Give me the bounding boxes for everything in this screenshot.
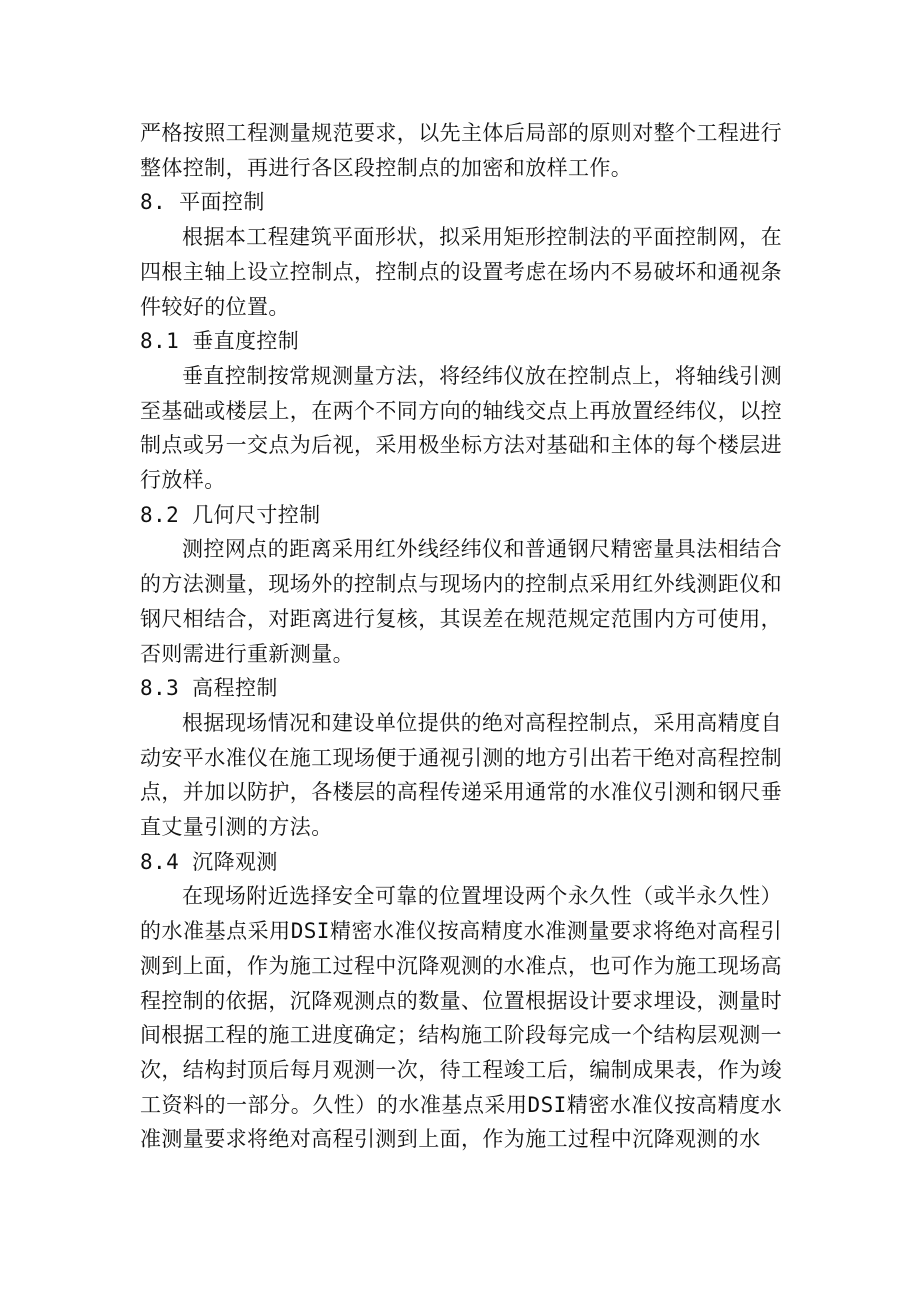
- plane-control-paragraph: 根据本工程建筑平面形状，拟采用矩形控制法的平面控制网，在四根主轴上设立控制点，控制点的设置考虑在场内不易破坏和通视条件较好的位置。: [140, 225, 782, 319]
- section-heading-8-2: 8.2 几何尺寸控制: [140, 502, 321, 527]
- elevation-control-paragraph: 根据现场情况和建设单位提供的绝对高程控制点，采用高精度自动安平水准仪在施工现场便于通视引测的地方引出若干绝对高程控制点，并加以防护，各楼层的高程传递采用通常的水准仪引测和钢尺垂直丈量引测的方法。: [140, 710, 782, 840]
- verticality-control-paragraph: 垂直控制按常规测量方法，将经纬仪放在控制点上，将轴线引测至基础或楼层上，在两个不同方向的轴线交点上再放置经纬仪，以控制点或另一交点为后视，采用极坐标方法对基础和主体的每个楼层进行放样。: [140, 363, 782, 493]
- section-heading-8-4: 8.4 沉降观测: [140, 849, 278, 874]
- section-heading-8: 8. 平面控制: [140, 190, 265, 215]
- intro-paragraph: 严格按照工程测量规范要求，以先主体后局部的原则对整个工程进行整体控制，再进行各区段控制点的加密和放样工作。: [140, 121, 782, 180]
- settlement-observation-paragraph: 在现场附近选择安全可靠的位置埋设两个永久性（或半永久性）的水准基点采用DSI精密水准仪按高精度水准测量要求将绝对高程引测到上面，作为施工过程中沉降观测的水准点，也可作为施工现场高程控制的依据，沉降观测点的数量、位置根据设计要求埋设，测量时间根据工程的施工进度确定；结构施工阶段每完成一个结构层观测一次，结构封顶后每月观测一次，待工程竣工后，编制成果表，作为竣工资料的一部分。久性）的水准基点采用DSI精密水准仪按高精度水准测量要求将绝对高程引测到上面，作为施工过程中沉降观测的水: [140, 884, 782, 1152]
- section-heading-8-1: 8.1 垂直度控制: [140, 329, 300, 354]
- geometry-control-paragraph: 测控网点的距离采用红外线经纬仪和普通钢尺精密量具法相结合的方法测量，现场外的控制点与现场内的控制点采用红外线测距仪和钢尺相结合，对距离进行复核，其误差在规范规定范围内方可使用，否则需进行重新测量。: [140, 537, 782, 666]
- document-body: [140, 116, 782, 1157]
- section-heading-8-3: 8.3 高程控制: [140, 676, 278, 701]
